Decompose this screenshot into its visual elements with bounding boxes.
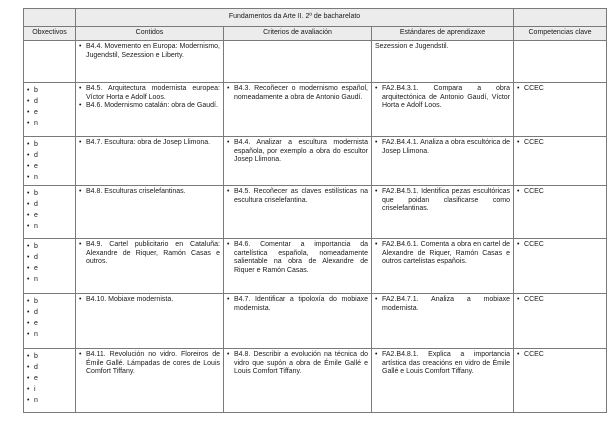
standards-cell (372, 186, 514, 239)
criterion-item: • B4.8. Describir a evolución na técnica do vidro que supón a obra de Émile Gallé e Louis Comfort Tiffany. (227, 351, 368, 377)
objectives-cell (24, 83, 76, 137)
criteria-cell (224, 41, 372, 83)
objective-item: • b (27, 296, 72, 307)
standard-text: Sezession e Jugendstil. (375, 43, 449, 50)
objective-item: • b (27, 188, 72, 199)
objective-item: • e (27, 161, 72, 172)
table-row (24, 137, 607, 186)
content-item: • B4.9. Cartel publicitario en Cataluña: Alexandre de Riquer, Ramón Casas e outros. (79, 241, 220, 267)
objective-item: • d (27, 252, 72, 263)
criterion-item: • B4.4. Analizar a escultura modernista española, por exemplo a obra do escultor Josep Llimona. (227, 139, 368, 165)
contents-cell (76, 239, 224, 294)
content-item: • B4.6. Modernismo catalán: obra de Gaudí. (79, 102, 220, 111)
criteria-cell (224, 137, 372, 186)
standards-cell (372, 137, 514, 186)
competences-cell (514, 83, 607, 137)
competence-item: • CCEC (517, 241, 603, 250)
standards-cell (372, 83, 514, 137)
objective-item: • n (27, 274, 72, 285)
contents-cell (76, 41, 224, 83)
objective-item: • b (27, 241, 72, 252)
standards-cell (372, 349, 514, 413)
standards-cell (372, 41, 514, 83)
criterion-item: • B4.5. Recoñecer as claves estilísticas na escultura criselefantina. (227, 188, 368, 205)
criterion-item: • B4.6. Comentar a importancia da cartelística española, nomeadamente salientable na obra de Alexandre de Riquer e Ramón Casas. (227, 241, 368, 275)
header-standards: Estándares de aprendizaxe (372, 27, 514, 41)
objective-item: • b (27, 139, 72, 150)
objective-item: • n (27, 329, 72, 340)
competence-item: • CCEC (517, 296, 603, 305)
contents-cell (76, 186, 224, 239)
objective-item: • d (27, 96, 72, 107)
objective-item: • b (27, 85, 72, 96)
contents-cell (76, 294, 224, 349)
table-row (24, 294, 607, 349)
competence-item: • CCEC (517, 85, 603, 94)
objectives-cell (24, 294, 76, 349)
objective-item: • e (27, 373, 72, 384)
header-criteria: Criterios de avaliación (224, 27, 372, 41)
table-row (24, 239, 607, 294)
objective-item: • b (27, 351, 72, 362)
blank-header-cell (514, 9, 607, 27)
header-objectives: Obxectivos (24, 27, 76, 41)
criterion-item: • B4.7. Identificar a tipoloxía do mobiaxe modernista. (227, 296, 368, 313)
objective-item: • e (27, 107, 72, 118)
contents-cell (76, 349, 224, 413)
header-competences: Competencias clave (514, 27, 607, 41)
curriculum-table (23, 8, 607, 413)
standard-item: • FA2.B4.8.1. Explica a importancia artística das creacións en vidro de Émile Gallé e Louis Comfort Tiffany. (375, 351, 510, 377)
competence-item: • CCEC (517, 351, 603, 360)
content-item: • B4.11. Revolución no vidro. Floreiros de Émile Gallé. Lámpadas de cores de Louis Comfort Tiffany. (79, 351, 220, 377)
content-item: • B4.8. Esculturas criselefantinas. (79, 188, 220, 197)
contents-cell (76, 83, 224, 137)
contents-cell (76, 137, 224, 186)
objective-item: • d (27, 307, 72, 318)
objective-item: • n (27, 118, 72, 129)
standard-item: • FA2.B4.7.1. Analiza a mobiaxe modernista. (375, 296, 510, 313)
objectives-cell (24, 41, 76, 83)
competence-item: • CCEC (517, 139, 603, 148)
standard-item: • FA2.B4.6.1. Comenta a obra en cartel de Alexandre de Riquer, Ramón Casas e outros cartelistas españois. (375, 241, 510, 267)
standards-cell (372, 294, 514, 349)
criteria-cell (224, 186, 372, 239)
blank-header-cell (24, 9, 76, 27)
objective-item: • d (27, 199, 72, 210)
objectives-cell (24, 137, 76, 186)
objective-item: • d (27, 150, 72, 161)
objective-item: • n (27, 221, 72, 232)
table-row (24, 349, 607, 413)
competences-cell (514, 137, 607, 186)
standard-item: • FA2.B4.5.1. Identifica pezas escultóricas que poidan clasificarse como criselefantinas. (375, 188, 510, 214)
competences-cell (514, 186, 607, 239)
content-item: • B4.4. Movemento en Europa: Modernismo, Jugendstil, Sezession e Liberty. (79, 43, 220, 60)
objectives-cell (24, 186, 76, 239)
objectives-cell (24, 239, 76, 294)
objective-item: • n (27, 172, 72, 183)
criteria-cell (224, 83, 372, 137)
competences-cell (514, 294, 607, 349)
objectives-cell (24, 349, 76, 413)
content-item: • B4.5. Arquitectura modernista europea: Víctor Horta e Adolf Loos. (79, 85, 220, 102)
criteria-cell (224, 294, 372, 349)
criteria-cell (224, 239, 372, 294)
standard-item: • FA2.B4.4.1. Analiza a obra escultórica de Josep Llimona. (375, 139, 510, 156)
objective-item: • e (27, 318, 72, 329)
competence-item: • CCEC (517, 188, 603, 197)
objective-item: • i (27, 384, 72, 395)
objective-item: • e (27, 263, 72, 274)
table-row (24, 186, 607, 239)
objective-item: • d (27, 362, 72, 373)
competences-cell (514, 349, 607, 413)
objective-item: • n (27, 395, 72, 406)
content-item: • B4.10. Mobiaxe modernista. (79, 296, 220, 305)
standards-cell (372, 239, 514, 294)
table-title: Fundamentos da Arte II. 2º de bacharelato (76, 9, 514, 27)
criteria-cell (224, 349, 372, 413)
objective-item: • e (27, 210, 72, 221)
header-contents: Contidos (76, 27, 224, 41)
table-row (24, 41, 607, 83)
table-row (24, 83, 607, 137)
competences-cell (514, 41, 607, 83)
content-item: • B4.7. Escultura: obra de Josep Llimona. (79, 139, 220, 148)
criterion-item: • B4.3. Recoñecer o modernismo español, nomeadamente a obra de Antonio Gaudí. (227, 85, 368, 102)
competences-cell (514, 239, 607, 294)
standard-item: • FA2.B4.3.1. Compara a obra arquitectónica de Antonio Gaudí, Víctor Horta e Adolf Loos. (375, 85, 510, 111)
